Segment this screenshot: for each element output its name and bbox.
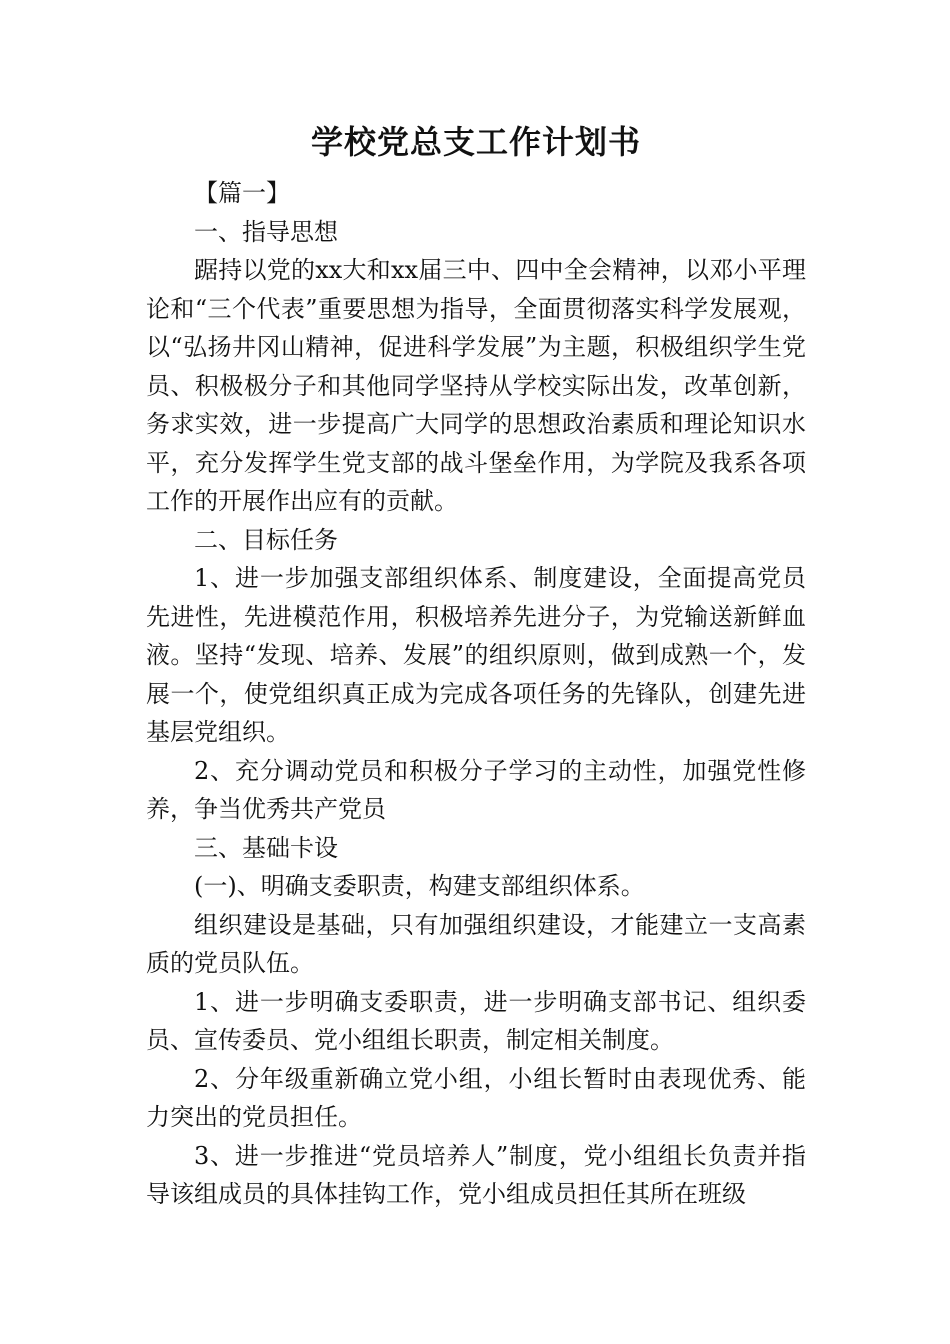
- paragraph-goal-2: 2、充分调动党员和积极分子学习的主动性，加强党性修养，争当优秀共产党员: [146, 756, 806, 823]
- paragraph-organization-body: 组织建设是基础，只有加强组织建设，才能建立一支高素质的党员队伍。: [146, 910, 806, 977]
- paragraph-section-label: 【篇一】: [194, 179, 290, 207]
- paragraph-heading-foundation: 三、基础卡设: [194, 833, 338, 862]
- paragraph-item-2: 2、分年级重新确立党小组，小组长暂时由表现优秀、能力突出的党员担任。: [146, 1064, 806, 1131]
- paragraph-item-3: 3、进一步推进“党员培养人”制度，党小组组长负责并指导该组成员的具体挂钩工作，党小组成员担任其所在班级: [146, 1141, 806, 1208]
- paragraph-heading-goals: 二、目标任务: [194, 525, 338, 554]
- document-page: [146, 118, 806, 1214]
- paragraph-subheading-committee: (一)、明确支委职责，构建支部组织体系。: [194, 872, 645, 900]
- paragraph-goal-1: 1、进一步加强支部组织体系、制度建设，全面提高党员先进性，先进模范作用，积极培养先进分子，为党输送新鲜血液。坚持“发现、培养、发展”的组织原则，做到成熟一个，发展一个，使党组织真正成为完成各项任务的先锋队，创建先进基层党组织。: [146, 564, 806, 746]
- paragraph-guiding-ideology-body: 踞持以党的xx大和xx届三中、四中全会精神，以邓小平理论和“三个代表”重要思想为指导，全面贯彻落实科学发展观，以“弘扬井冈山精神，促进科学发展”为主题，积极组织学生党员、积极极分子和其他同学坚持从学校实际出发，改革创新，务求实效，进一步提高广大同学的思想政治素质和理论知识水平，充分发挥学生党支部的战斗堡垒作用，为学院及我系各项工作的开展作出应有的贡献。: [146, 256, 806, 515]
- paragraph-item-1: 1、进一步明确支委职责，进一步明确支部书记、组织委员、宣传委员、党小组组长职责，制定相关制度。: [146, 987, 806, 1054]
- paragraph-heading-guiding-ideology: 一、指导思想: [194, 217, 338, 246]
- document-title: 学校党总支工作计划书: [310, 123, 641, 161]
